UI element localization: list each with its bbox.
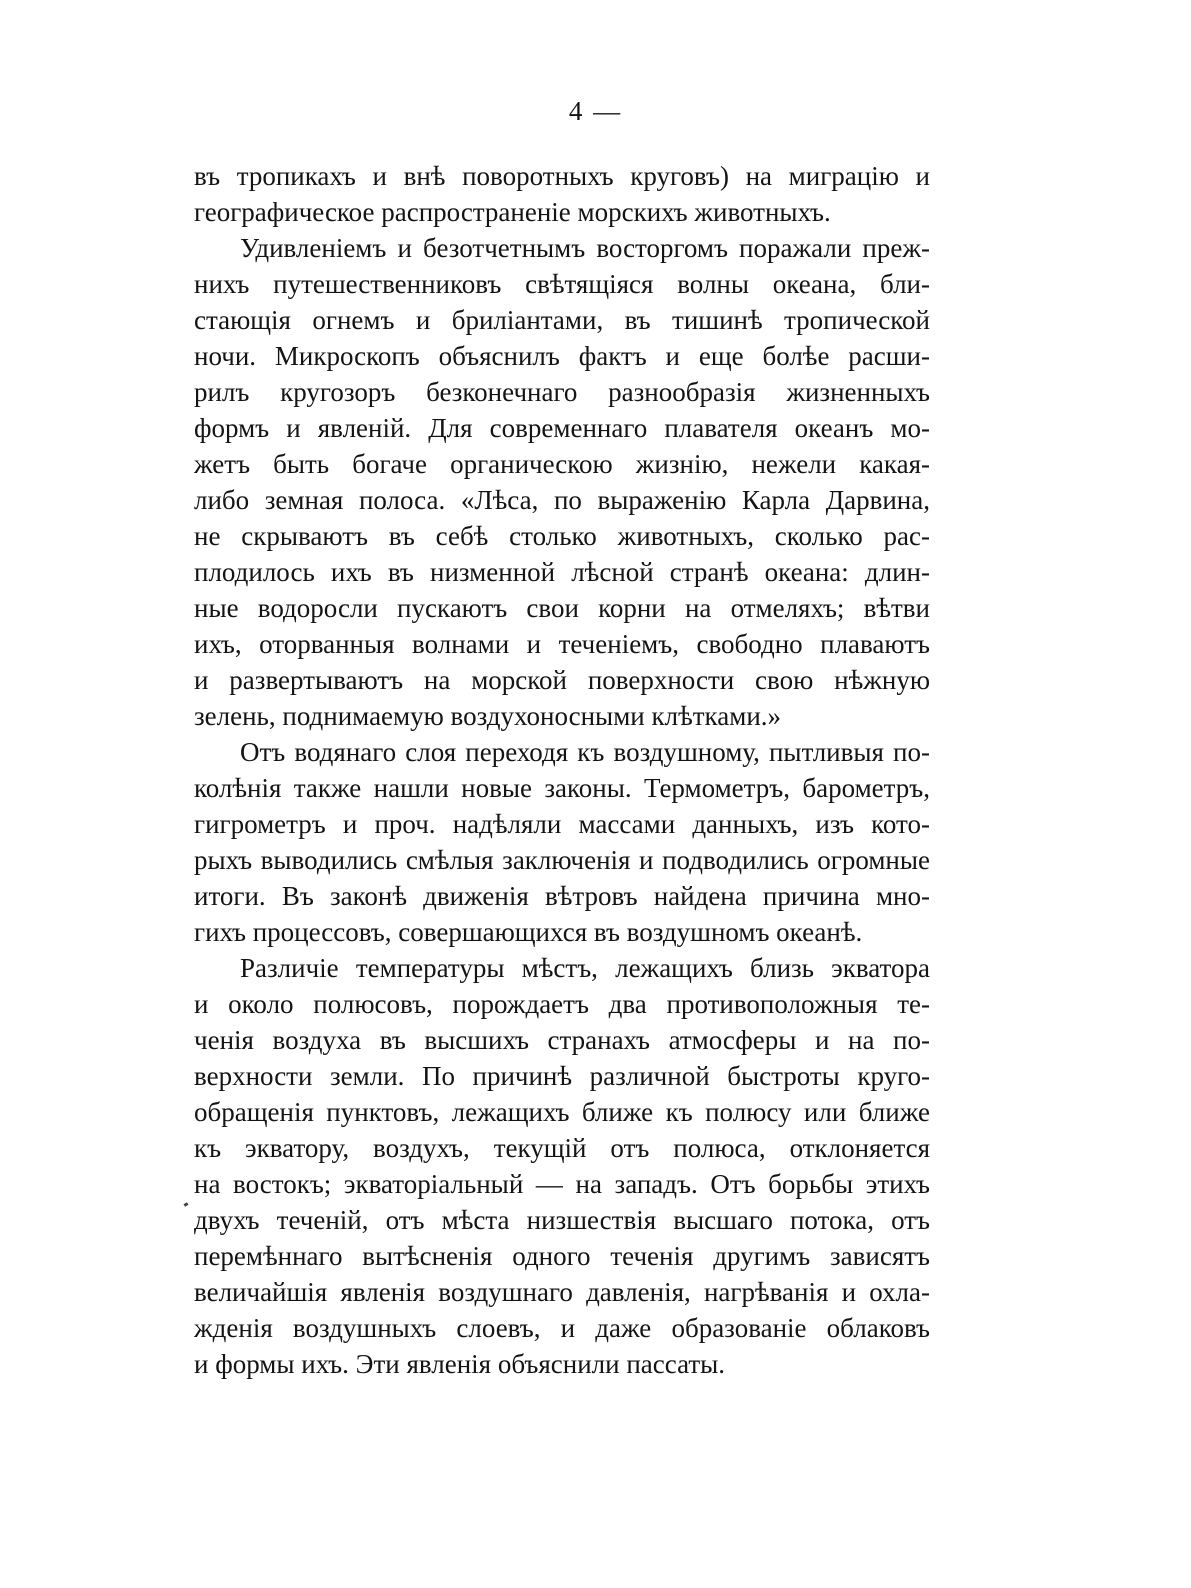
text-block [194,158,930,1382]
text-line: ченія воздуха въ высшихъ странахъ атмосферы и на по- [194,1025,930,1055]
text-line: Удивленіемъ и безотчетнымъ восторгомъ поражали преж- [240,233,930,263]
paragraph [194,734,930,950]
text-line: стающія огнемъ и бриліантами, въ тишинѣ тропической [194,305,930,335]
text-line: на востокъ; экваторіальный — на западъ. Отъ борьбы этихъ [194,1169,930,1199]
text-line: величайшія явленія воздушнаго давленія, нагрѣванія и охла- [194,1277,930,1307]
text-line: нихъ путешественниковъ свѣтящіяся волны океана, бли- [194,269,930,299]
text-line: зелень, поднимаемую воздухоносными клѣтками.» [194,701,782,731]
paragraph [194,230,930,734]
text-line: Отъ водянаго слоя переходя къ воздушному, пытливыя по- [240,737,930,767]
text-line: либо земная полоса. «Лѣса, по выраженію Карла Дарвина, [194,485,930,515]
text-line: обращенія пунктовъ, лежащихъ ближе къ полюсу или ближе [194,1097,930,1127]
text-line: жденія воздушныхъ слоевъ, и даже образованіе облаковъ [194,1313,930,1343]
text-line: итоги. Въ законѣ движенія вѣтровъ найдена причина мно- [194,881,930,911]
scan-speck [184,1202,189,1207]
text-line: жетъ быть богаче органическою жизнію, нежели какая- [194,449,930,479]
text-line: и развертываютъ на морской поверхности свою нѣжную [194,665,930,695]
text-line: географическое распространеніе морскихъ животныхъ. [194,197,831,227]
text-line: въ тропикахъ и внѣ поворотныхъ круговъ) на миграцію и [194,161,930,191]
text-line: двухъ теченій, отъ мѣста низшествія высшаго потока, отъ [194,1205,930,1235]
text-line: верхности земли. По причинѣ различной быстроты круго- [194,1061,930,1091]
page-number: 4 — [568,96,623,126]
text-line: и формы ихъ. Эти явленія объяснили пассаты. [194,1349,726,1379]
text-line: не скрываютъ въ себѣ столько животныхъ, сколько рас- [194,521,930,551]
paragraph [194,950,930,1382]
text-line: Различіе температуры мѣстъ, лежащихъ близь экватора [240,953,930,983]
text-line: гигрометръ и проч. надѣляли массами данныхъ, изъ кото- [194,809,930,839]
text-line: колѣнія также нашли новые законы. Термометръ, барометръ, [194,773,930,803]
text-line: рыхъ выводились смѣлыя заключенія и подводились огромные [194,845,930,875]
text-line: къ экватору, воздухъ, текущій отъ полюса, отклоняется [194,1133,930,1163]
text-line: ночи. Микроскопъ объяснилъ фактъ и еще болѣе расши- [194,341,930,371]
text-line: перемѣннаго вытѣсненія одного теченія другимъ зависятъ [194,1241,930,1271]
text-line: рилъ кругозоръ безконечнаго разнообразія жизненныхъ [194,377,930,407]
paragraph [194,158,930,230]
text-line: ихъ, оторванныя волнами и теченіемъ, свободно плаваютъ [194,629,930,659]
text-line: формъ и явленій. Для современнаго плавателя океанъ мо- [194,413,930,443]
text-line: гихъ процессовъ, совершающихся въ воздушномъ океанѣ. [194,917,863,947]
text-line: ные водоросли пускаютъ свои корни на отмеляхъ; вѣтви [194,593,930,623]
text-line: и около полюсовъ, порождаетъ два противоположныя те- [194,989,930,1019]
text-line: плодилось ихъ въ низменной лѣсной странѣ океана: длин- [194,557,930,587]
